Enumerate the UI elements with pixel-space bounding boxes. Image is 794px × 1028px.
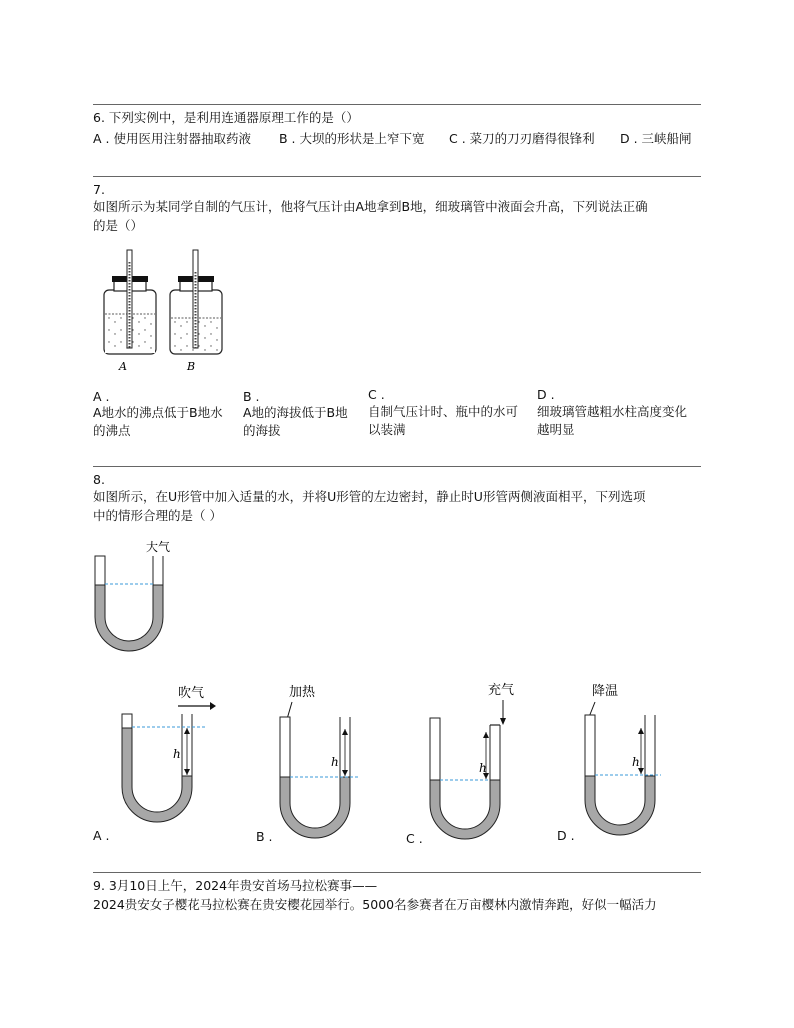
q7-option-a-letter[interactable]: A .	[93, 389, 110, 404]
q7-option-b-line1: A地的海拔低于B地	[243, 405, 348, 420]
q9-stem-line2: 2024贵安女子樱花马拉松赛在贵安樱花园举行。5000名参赛者在万亩樱林内激情奔跑，好似一幅活力	[93, 897, 657, 912]
option-c-label: 充气	[488, 683, 515, 698]
q8-option-d-letter[interactable]: D .	[557, 828, 575, 843]
q8-stem-line2: 中的情形合理的是（ ）	[93, 508, 222, 523]
q7-stem-line2: 的是（）	[93, 218, 144, 233]
q7-option-d-line2: 越明显	[537, 422, 575, 437]
q6-option-d[interactable]: D . 三峡船闸	[620, 131, 692, 146]
barometer-label-a: A	[119, 360, 127, 373]
divider-q8	[93, 466, 701, 467]
option-b-label: 加热	[289, 685, 316, 700]
barometer-b	[170, 250, 222, 354]
barometer-a	[104, 250, 156, 354]
q7-stem-line1: 如图所示为某同学自制的气压计，他将气压计由A地拿到B地，细玻璃管中液面会升高，下列说法正确	[93, 199, 648, 214]
q7-option-a-line1: A地水的沸点低于B地水	[93, 405, 223, 420]
u-tube-option-c	[420, 680, 530, 840]
atmosphere-label: 大气	[146, 540, 171, 554]
u-tube-main	[90, 538, 180, 668]
q7-option-b-letter[interactable]: B .	[243, 389, 260, 404]
q6-stem: 6. 下列实例中，是利用连通器原理工作的是（）	[93, 110, 359, 125]
q7-option-d-line1: 细玻璃管越粗水柱高度变化	[537, 404, 688, 419]
divider-q7	[93, 176, 701, 177]
u-tube-option-a	[112, 680, 222, 820]
q8-option-a-letter[interactable]: A .	[93, 828, 110, 843]
divider-q9	[93, 872, 701, 873]
q6-option-b[interactable]: B . 大坝的形状是上窄下宽	[279, 131, 425, 146]
option-b-h: h	[331, 755, 339, 769]
option-d-h: h	[632, 755, 640, 769]
q7-option-c-line1: 自制气压计时、瓶中的水可	[368, 404, 519, 419]
u-tube-option-b	[270, 680, 380, 840]
q8-stem-line1: 如图所示，在U形管中加入适量的水，并将U形管的左边密封，静止时U形管两侧液面相平，下列选项	[93, 489, 646, 504]
q6-option-a[interactable]: A . 使用医用注射器抽取药液	[93, 131, 251, 146]
u-tube-option-d	[575, 676, 685, 836]
q8-number: 8.	[93, 472, 105, 487]
q7-option-b-line2: 的海拔	[243, 423, 281, 438]
option-a-h: h	[173, 747, 181, 761]
q7-number: 7.	[93, 182, 105, 197]
q6-option-c[interactable]: C . 菜刀的刀刃磨得很锋利	[449, 131, 595, 146]
q8-option-c-letter[interactable]: C .	[406, 831, 423, 846]
option-d-label: 降温	[592, 684, 619, 699]
divider-q6	[93, 104, 701, 105]
barometer-figure	[95, 250, 235, 375]
q8-option-b-letter[interactable]: B .	[256, 829, 273, 844]
q7-option-c-line2: 以装满	[368, 422, 406, 437]
q7-option-c-letter[interactable]: C .	[368, 387, 385, 402]
q9-stem-line1: 9. 3月10日上午，2024年贵安首场马拉松赛事——	[93, 878, 378, 893]
option-c-h: h	[479, 761, 487, 775]
barometer-label-b: B	[187, 360, 196, 373]
q7-option-d-letter[interactable]: D .	[537, 387, 555, 402]
q7-option-a-line2: 的沸点	[93, 423, 131, 438]
option-a-label: 吹气	[178, 686, 205, 701]
